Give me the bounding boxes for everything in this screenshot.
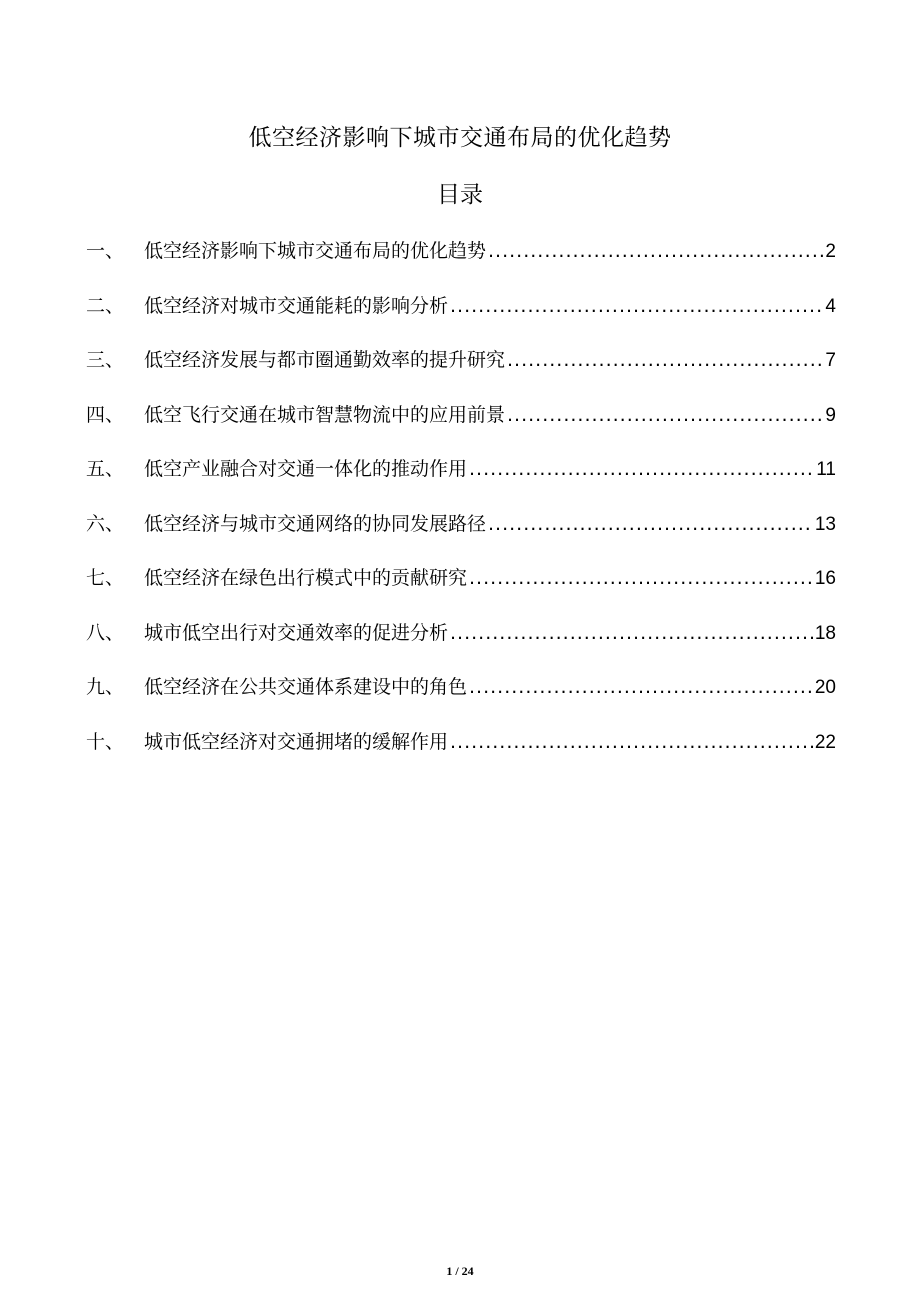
toc-entry[interactable] bbox=[86, 339, 836, 394]
toc-entry-page: 11 bbox=[816, 459, 836, 480]
toc-dot-leader bbox=[450, 285, 823, 327]
toc-entry-page: 7 bbox=[825, 350, 836, 371]
toc-heading: 目录 bbox=[437, 182, 483, 208]
toc-entry-number: 六、 bbox=[86, 512, 125, 535]
table-of-contents bbox=[86, 230, 836, 775]
toc-entry-page: 2 bbox=[825, 241, 836, 262]
toc-entry[interactable] bbox=[86, 394, 836, 449]
toc-entry-title: 低空经济在绿色出行模式中的贡献研究 bbox=[144, 567, 468, 589]
toc-entry-title: 低空经济影响下城市交通布局的优化趋势 bbox=[144, 240, 487, 262]
toc-dot-leader bbox=[488, 503, 813, 545]
toc-entry-number: 八、 bbox=[86, 621, 125, 644]
toc-dot-leader bbox=[450, 612, 813, 654]
toc-entry[interactable] bbox=[86, 503, 836, 558]
toc-entry-title: 低空经济对城市交通能耗的影响分析 bbox=[144, 294, 449, 317]
toc-dot-leader bbox=[469, 448, 814, 490]
toc-dot-leader bbox=[469, 666, 813, 708]
toc-entry-number: 三、 bbox=[86, 349, 125, 371]
toc-entry-number: 一、 bbox=[86, 240, 125, 262]
toc-entry-page: 20 bbox=[814, 677, 836, 698]
toc-dot-leader bbox=[450, 721, 813, 763]
toc-entry-page: 18 bbox=[814, 622, 836, 644]
toc-entry-page: 22 bbox=[814, 731, 836, 753]
toc-entry-page: 13 bbox=[814, 513, 836, 535]
toc-dot-leader bbox=[469, 557, 813, 599]
toc-entry-title: 低空经济发展与都市圈通勤效率的提升研究 bbox=[144, 349, 506, 371]
toc-entry-number: 十、 bbox=[86, 730, 125, 753]
toc-entry-title: 低空飞行交通在城市智慧物流中的应用前景 bbox=[144, 403, 506, 426]
toc-entry[interactable] bbox=[86, 448, 836, 503]
toc-entry-title: 低空经济与城市交通网络的协同发展路径 bbox=[144, 512, 487, 535]
toc-entry[interactable] bbox=[86, 285, 836, 340]
toc-entry-title: 城市低空经济对交通拥堵的缓解作用 bbox=[144, 730, 449, 753]
toc-entry-number: 二、 bbox=[86, 294, 125, 317]
toc-entry-page: 4 bbox=[825, 295, 836, 317]
toc-entry-number: 四、 bbox=[86, 403, 125, 426]
toc-entry[interactable] bbox=[86, 230, 836, 285]
toc-entry-title: 低空经济在公共交通体系建设中的角色 bbox=[144, 676, 468, 698]
toc-entry[interactable] bbox=[86, 666, 836, 721]
toc-entry-title: 城市低空出行对交通效率的促进分析 bbox=[144, 621, 449, 644]
toc-entry[interactable] bbox=[86, 557, 836, 612]
toc-entry[interactable] bbox=[86, 721, 836, 776]
toc-dot-leader bbox=[507, 394, 823, 436]
toc-dot-leader bbox=[488, 230, 823, 272]
toc-entry-page: 9 bbox=[825, 404, 836, 426]
toc-entry-number: 七、 bbox=[86, 567, 125, 589]
toc-entry[interactable] bbox=[86, 612, 836, 667]
toc-entry-number: 五、 bbox=[86, 458, 125, 480]
toc-dot-leader bbox=[507, 339, 823, 381]
toc-entry-title: 低空产业融合对交通一体化的推动作用 bbox=[144, 458, 468, 480]
document-title: 低空经济影响下城市交通布局的优化趋势 bbox=[248, 125, 672, 151]
toc-entry-page: 16 bbox=[814, 568, 836, 589]
toc-entry-number: 九、 bbox=[86, 676, 125, 698]
page-number-footer: 1 / 24 bbox=[446, 1264, 474, 1278]
